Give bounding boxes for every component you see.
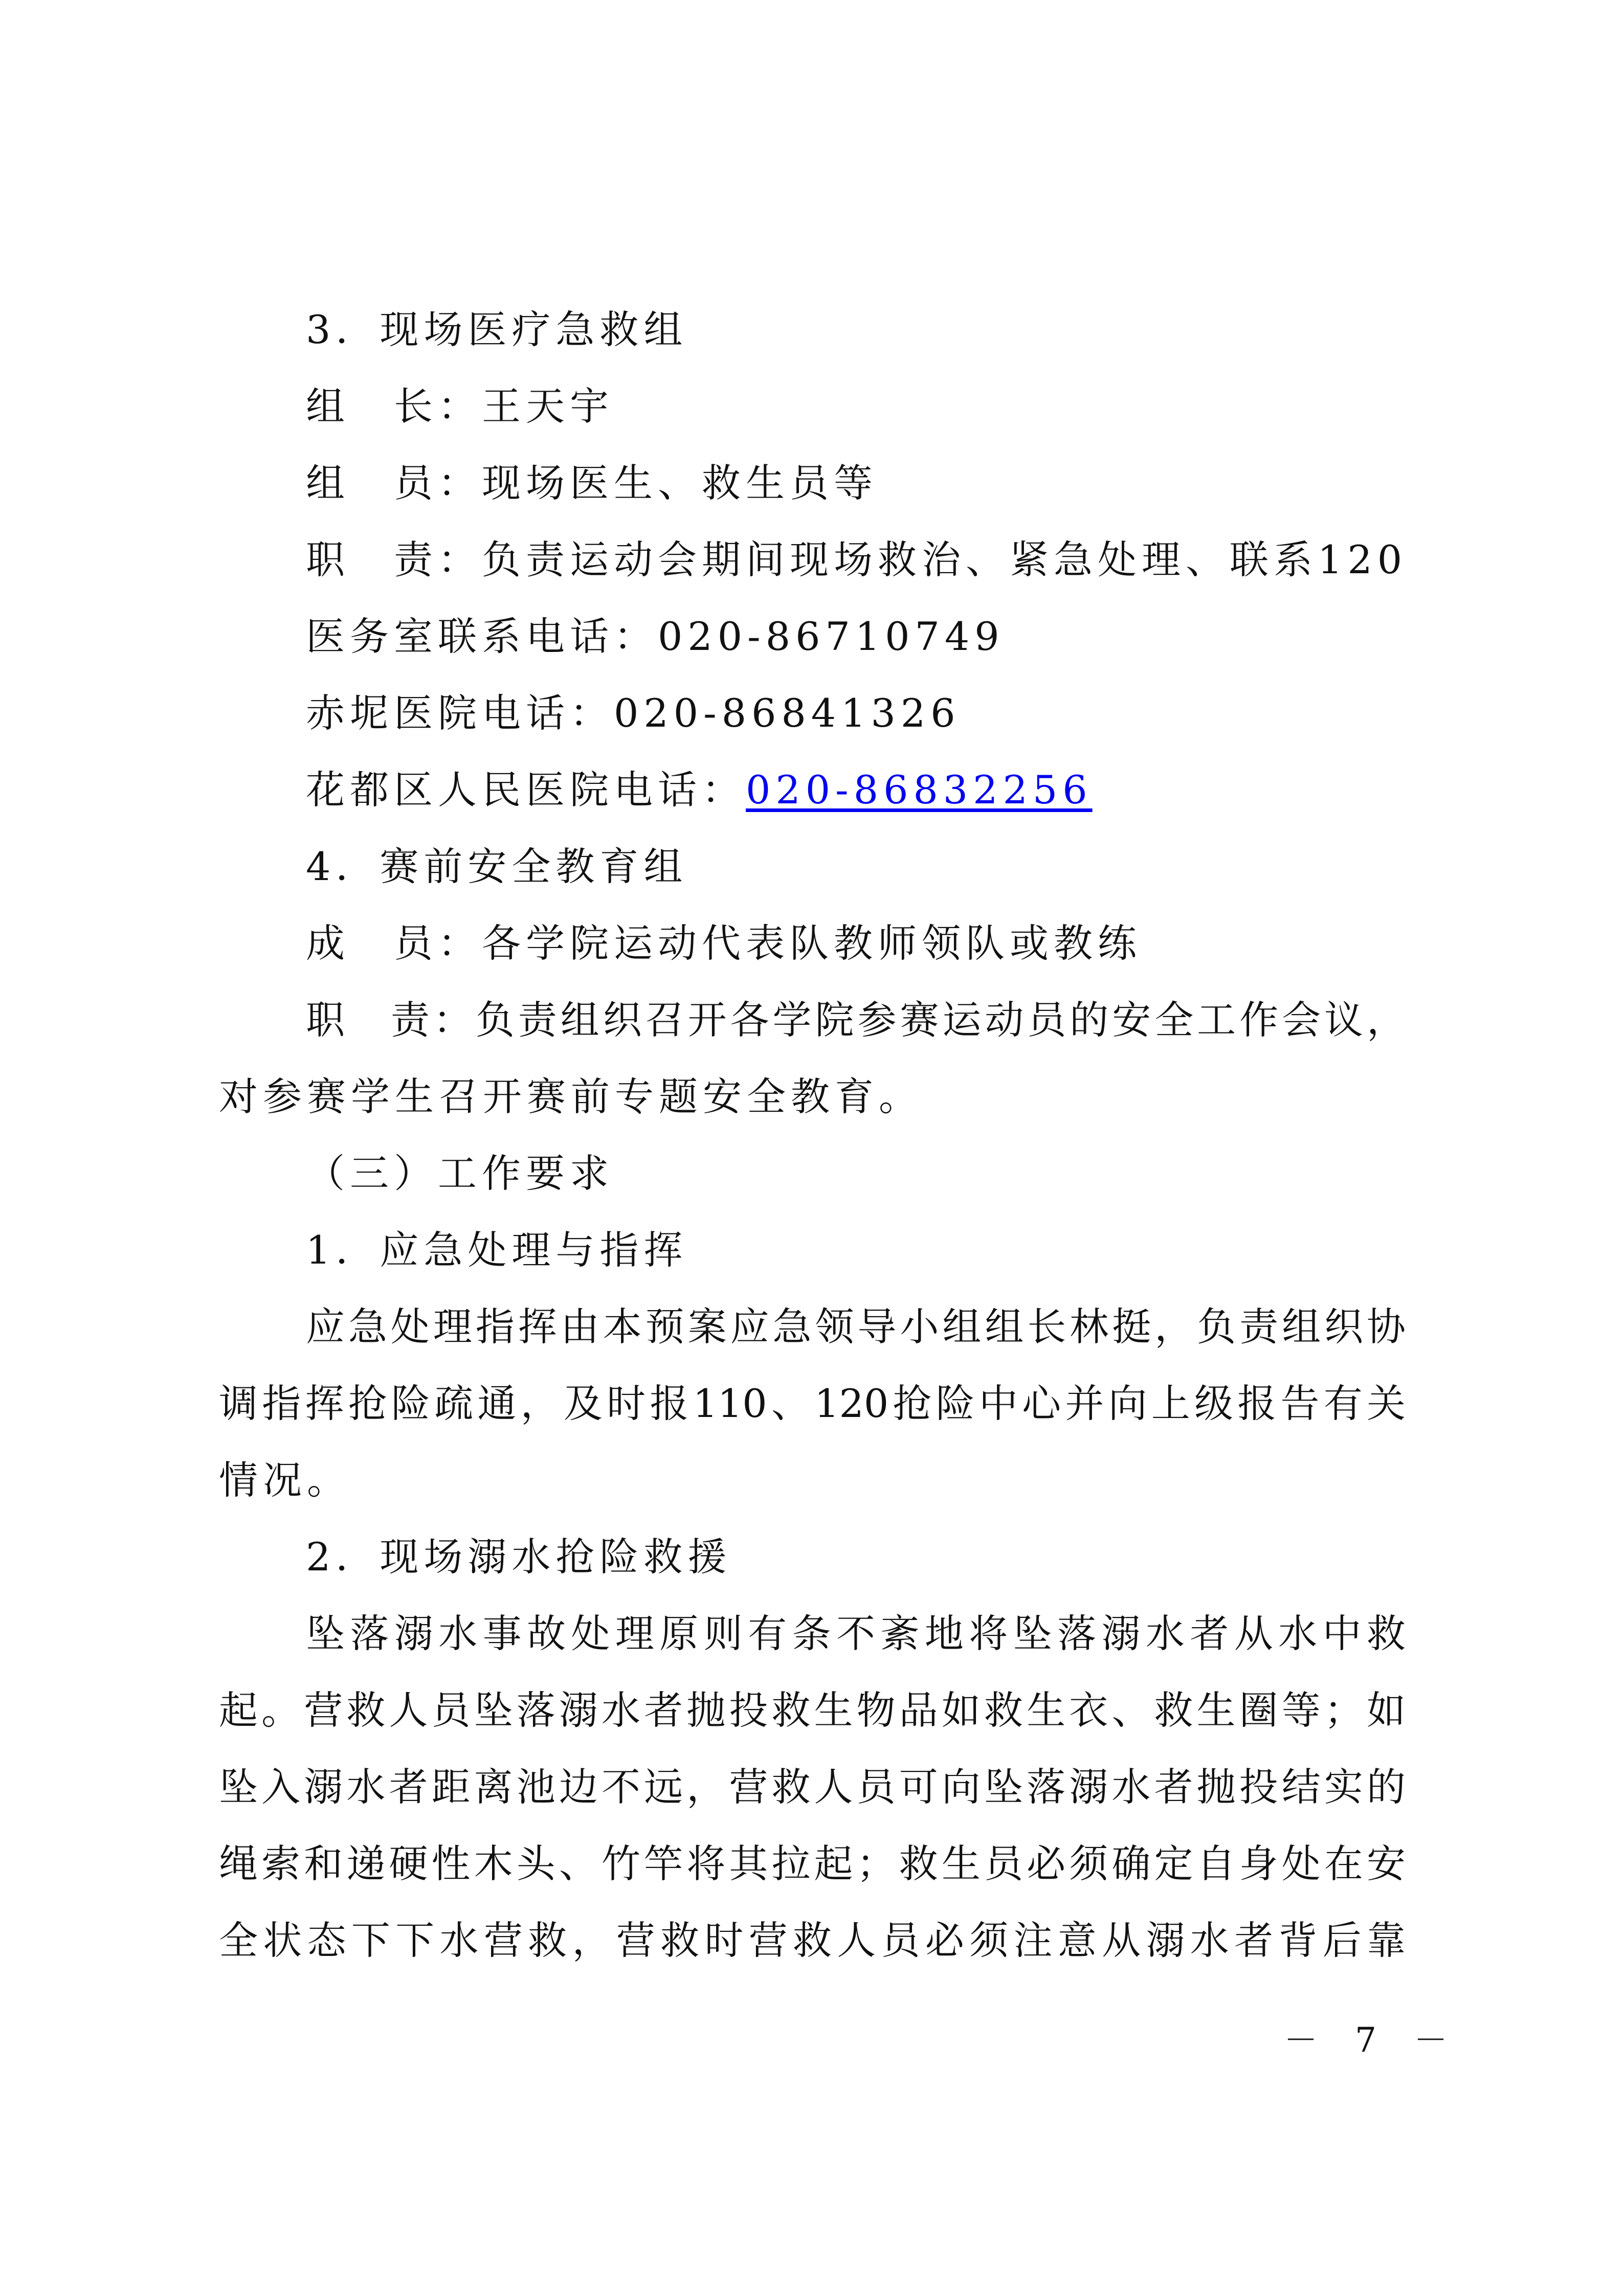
chini-hospital-phone-line: 赤坭医院电话：020-86841326 <box>306 690 961 736</box>
education-duties-continued: 对参赛学生召开赛前专题安全教育。 <box>219 1074 923 1119</box>
education-duties-line: 职 责：负责组织召开各学院参赛运动员的安全工作会议， <box>306 997 1406 1043</box>
team-leader-line: 组 长：王天宇 <box>306 384 614 429</box>
huadu-hospital-phone-line <box>306 764 1093 816</box>
paragraph-line: 坠落溺水事故处理原则有条不紊地将坠落溺水者从水中救 <box>306 1611 1406 1656</box>
huadu-hospital-label: 花都区人民医院电话： <box>306 767 746 813</box>
section-heading-work-requirements: （三）工作要求 <box>306 1151 614 1196</box>
paragraph-line: 全状态下下水营救，营救时营救人员必须注意从溺水者背后靠 <box>219 1918 1406 1963</box>
subheading-emergency-command: 1．应急处理与指挥 <box>306 1227 688 1273</box>
education-members-line: 成 员：各学院运动代表队教师领队或教练 <box>306 920 1142 966</box>
paragraph-line: 坠入溺水者距离池边不远，营救人员可向坠落溺水者抛投结实的 <box>219 1764 1406 1810</box>
paragraph-line: 应急处理指挥由本预案应急领导小组组长林挺，负责组织协 <box>306 1304 1406 1349</box>
paragraph-line: 起。营救人员坠落溺水者抛投救生物品如救生衣、救生圈等；如 <box>219 1687 1406 1733</box>
team-members-line: 组 员：现场医生、救生员等 <box>306 460 878 506</box>
paragraph-line: 调指挥抢险疏通，及时报110、120抢险中心并向上级报告有关 <box>219 1381 1406 1426</box>
page-number: － 7 － <box>1284 2020 1461 2060</box>
section-heading-medical-team: 3．现场医疗急救组 <box>306 307 688 352</box>
clinic-phone-line: 医务室联系电话：020-86710749 <box>306 614 1005 659</box>
paragraph-line: 绳索和递硬性木头、竹竿将其拉起；救生员必须确定自身处在安 <box>219 1841 1406 1886</box>
section-heading-safety-education: 4．赛前安全教育组 <box>306 844 688 889</box>
huadu-hospital-phone-link[interactable]: 020-86832256 <box>746 767 1093 813</box>
subheading-drowning-rescue: 2．现场溺水抢险救援 <box>306 1534 732 1580</box>
paragraph-line: 情况。 <box>219 1457 351 1503</box>
team-duties-line: 职 责：负责运动会期间现场救治、紧急处理、联系120 <box>306 537 1408 582</box>
